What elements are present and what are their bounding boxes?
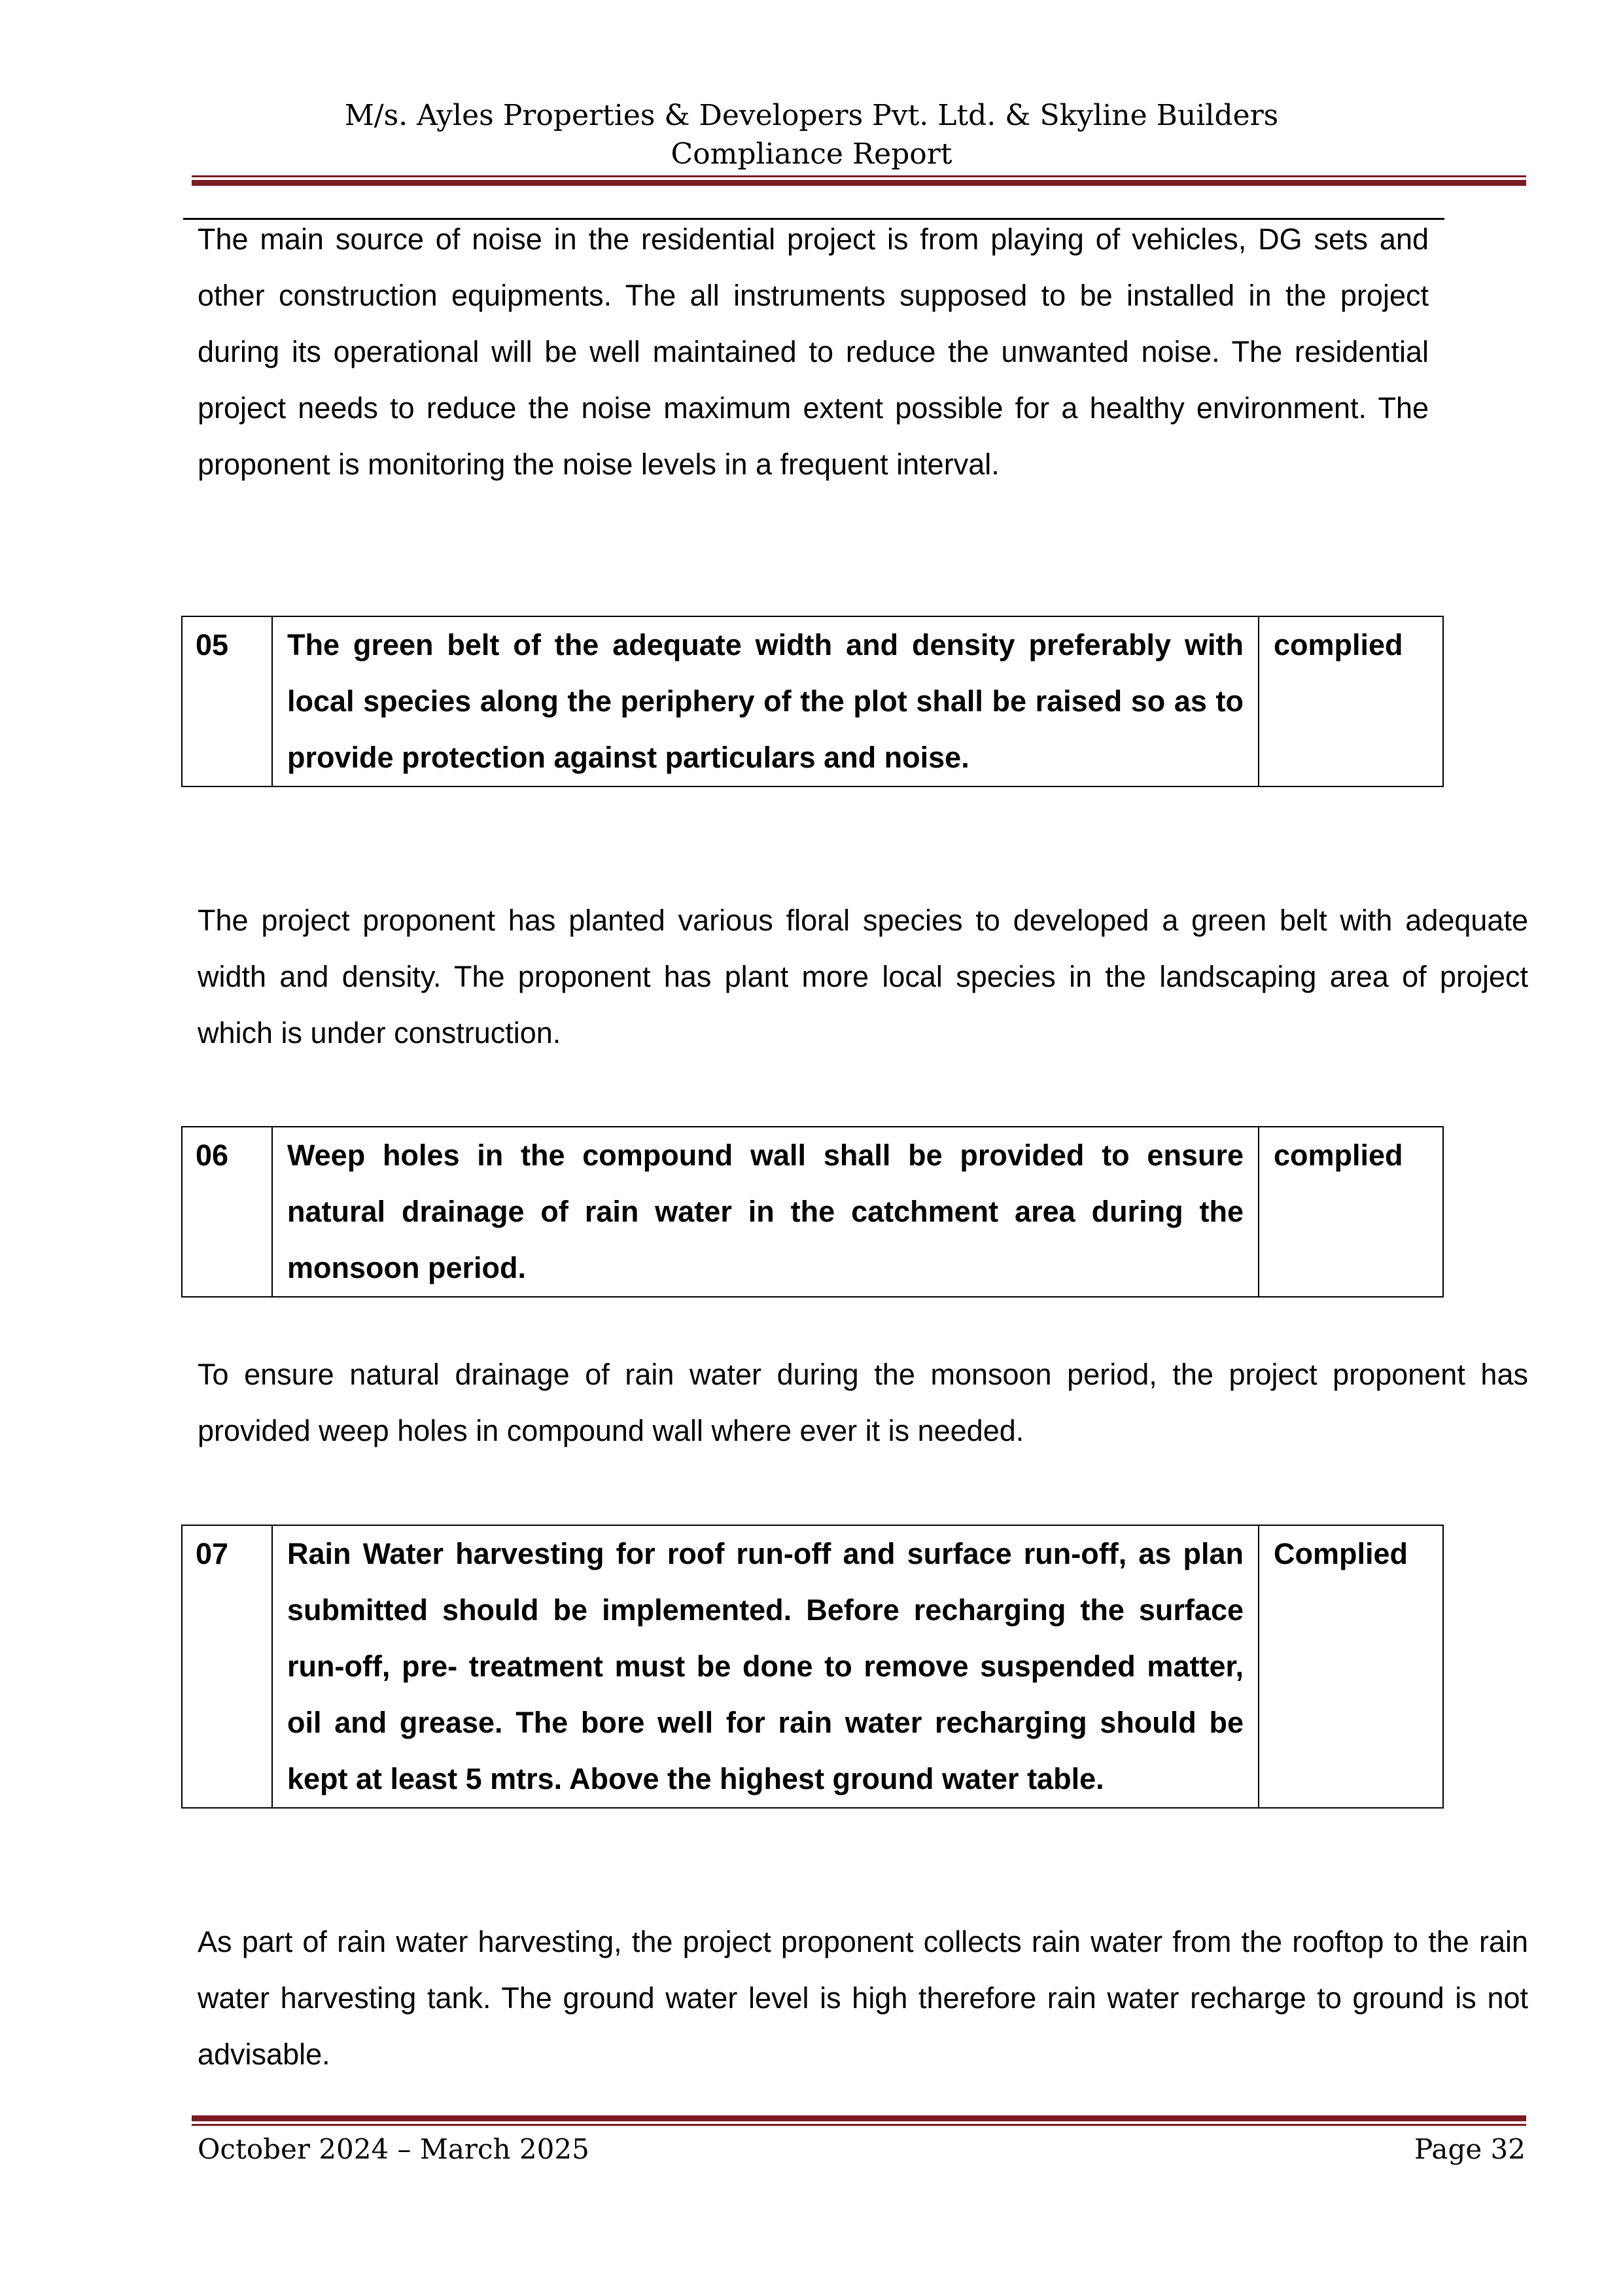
requirement-table-07 xyxy=(181,1525,1444,1809)
requirement-table-05 xyxy=(181,616,1444,787)
header-company: M/s. Ayles Properties & Developers Pvt. Ltd. & Skyline Builders xyxy=(344,99,1279,132)
footer-rule-thick xyxy=(192,2115,1526,2121)
header-rule-thin xyxy=(192,175,1526,177)
intro-paragraph: The main source of noise in the residential project is from playing of vehicles, DG sets and other construction equipments. The all instruments supposed to be installed in the project during its operational will be well maintained to reduce the unwanted noise. The residential project needs to reduce the noise maximum extent possible for a healthy environment. The proponent is monitoring the noise levels in a frequent interval. xyxy=(198,222,1429,481)
item-condition: The green belt of the adequate width and density preferably with local species along the periphery of the plot shall be raised so as to provide protection against particulars and noise. xyxy=(272,616,1259,786)
item-response-05: The project proponent has planted various floral species to developed a green belt with adequate width and density. The proponent has plant more local species in the landscaping area of project which is under construction. xyxy=(198,904,1528,1050)
footer-page-number: Page 32 xyxy=(1414,2133,1526,2165)
footer-period: October 2024 – March 2025 xyxy=(198,2133,589,2165)
item-status: complied xyxy=(1259,616,1443,786)
footer-rule-thin xyxy=(192,2124,1526,2126)
header-report-title: Compliance Report xyxy=(671,137,952,171)
item-number: 07 xyxy=(182,1525,272,1808)
item-condition: Rain Water harvesting for roof run-off and surface run-off, as plan submitted should be implemented. Before recharging the surface run-off, pre- treatment must be done to remove suspended matter, oil and grease. The bore well for rain water recharging should be kept at least 5 mtrs. Above the highest ground water table. xyxy=(272,1525,1259,1808)
item-condition: Weep holes in the compound wall shall be provided to ensure natural drainage of rain water in the catchment area during the monsoon period. xyxy=(272,1127,1259,1297)
item-status: Complied xyxy=(1259,1525,1443,1808)
item-number: 05 xyxy=(182,616,272,786)
item-response-07: As part of rain water harvesting, the project proponent collects rain water from the rooftop to the rain water harvesting tank. The ground water level is high therefore rain water recharge to ground is not advisable. xyxy=(198,1925,1528,2071)
item-status: complied xyxy=(1259,1127,1443,1297)
header-rule-thick xyxy=(192,180,1526,186)
item-number: 06 xyxy=(182,1127,272,1297)
table-row xyxy=(182,1525,1443,1808)
requirement-table-06 xyxy=(181,1126,1444,1298)
item-response-06: To ensure natural drainage of rain water during the monsoon period, the project proponent has provided weep holes in compound wall where ever it is needed. xyxy=(198,1358,1528,1447)
table-row xyxy=(182,616,1443,786)
table-row xyxy=(182,1127,1443,1297)
